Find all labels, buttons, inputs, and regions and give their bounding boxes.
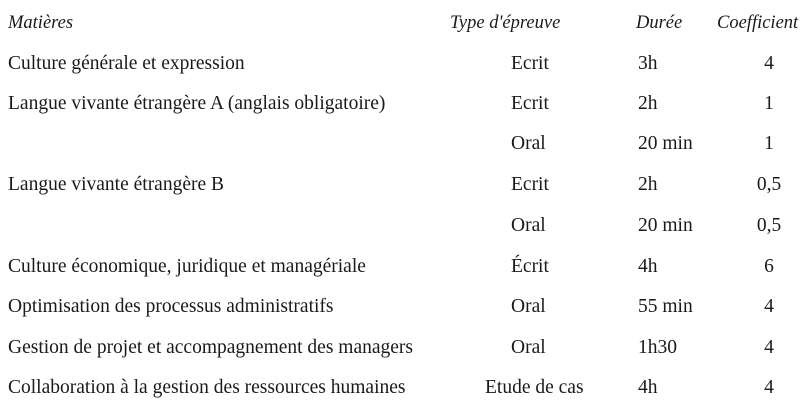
cell-matiere: Collaboration à la gestion des ressources humaines: [8, 377, 406, 398]
cell-matiere: Optimisation des processus administratifs: [8, 296, 334, 317]
table-row: Langue vivante étrangère A (anglais obligatoire) Ecrit 2h 1: [0, 84, 812, 124]
table-row: Collaboration à la gestion des ressources humaines Etude de cas 4h 4: [0, 368, 812, 408]
cell-duree: 20 min: [638, 133, 693, 154]
cell-duree: 3h: [638, 53, 658, 74]
cell-duree: 1h30: [638, 337, 677, 358]
cell-type: Ecrit: [511, 53, 549, 74]
cell-type: Oral: [511, 133, 546, 154]
table-row: Optimisation des processus administratifs Oral 55 min 4: [0, 287, 812, 327]
cell-matiere: Culture générale et expression: [8, 53, 245, 74]
cell-matiere: Langue vivante étrangère B: [8, 174, 225, 195]
table-row: Gestion de projet et accompagnement des managers Oral 1h30 4: [0, 328, 812, 368]
cell-type: Oral: [511, 337, 546, 358]
cell-type: Etude de cas: [485, 377, 584, 398]
cell-duree: 2h: [638, 174, 658, 195]
cell-type: Ecrit: [511, 174, 549, 195]
cell-duree: 4h: [638, 377, 658, 398]
table-row: Culture générale et expression Ecrit 3h 4: [0, 44, 812, 84]
table-row: Culture économique, juridique et managériale Écrit 4h 6: [0, 247, 812, 287]
table-header: [0, 3, 812, 43]
cell-duree: 20 min: [638, 215, 693, 236]
table-row: Langue vivante étrangère B Ecrit 2h 0,5: [0, 165, 812, 205]
cell-type: Oral: [511, 296, 546, 317]
cell-matiere: Culture économique, juridique et managériale: [8, 256, 366, 277]
cell-type: Ecrit: [511, 93, 549, 114]
cell-duree: 55 min: [638, 296, 693, 317]
header-type: Type d'épreuve: [450, 13, 561, 33]
header-matieres: Matières: [8, 13, 74, 33]
header-coefficient: Coefficient: [717, 13, 799, 33]
cell-duree: 2h: [638, 93, 658, 114]
cell-type: Oral: [511, 215, 546, 236]
cell-duree: 4h: [638, 256, 658, 277]
table-row: Oral 20 min 1: [0, 124, 812, 164]
table-row: Oral 20 min 0,5: [0, 206, 812, 246]
cell-type: Écrit: [511, 256, 549, 277]
cell-matiere: Gestion de projet et accompagnement des managers: [8, 337, 414, 358]
header-duree: Durée: [636, 13, 683, 33]
cell-matiere: Langue vivante étrangère A (anglais obligatoire): [8, 93, 386, 114]
